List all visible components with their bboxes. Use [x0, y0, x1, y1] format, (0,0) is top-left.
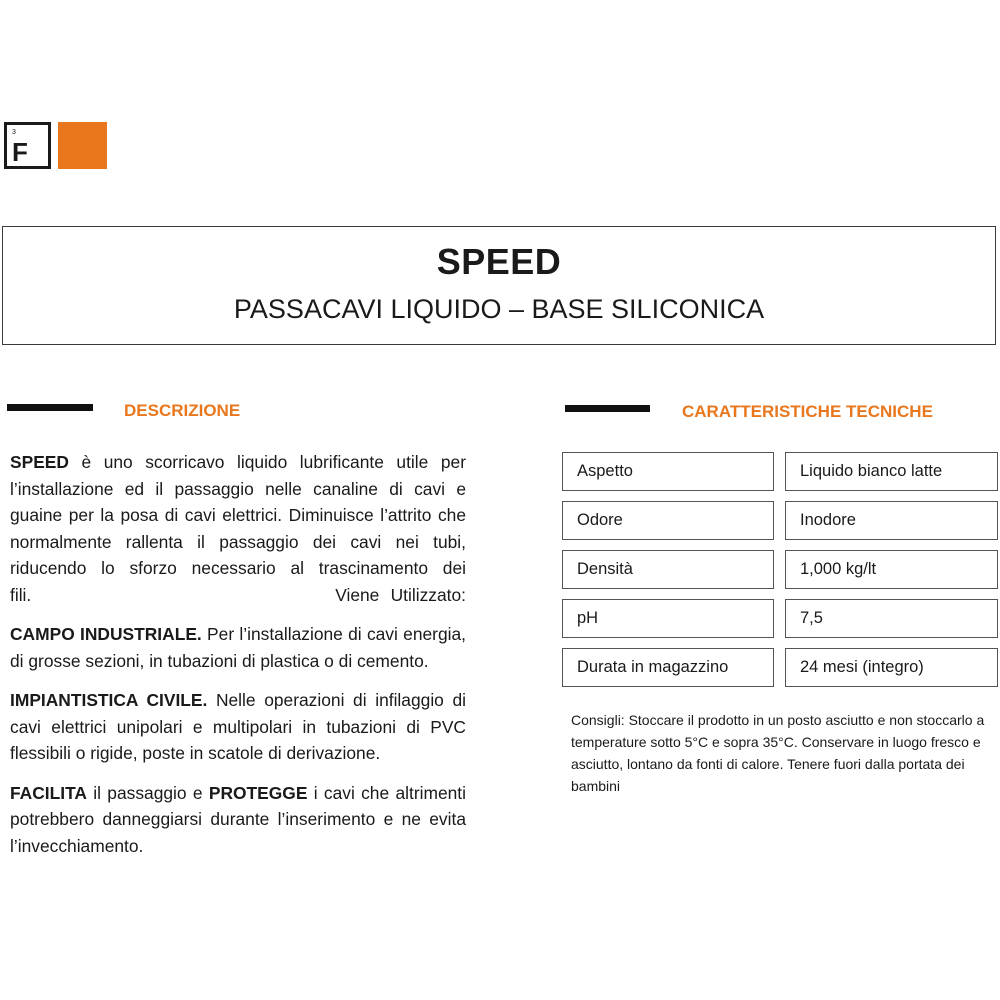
tech-table	[562, 452, 998, 697]
protegge-bold: PROTEGGE	[208, 782, 308, 803]
product-name-bold: SPEED	[10, 452, 69, 472]
logo-orange-square	[58, 122, 107, 169]
facilita-bold: FACILITA	[10, 782, 87, 803]
tech-label: Densità	[562, 550, 774, 589]
product-subtitle: PASSACAVI LIQUIDO – BASE SILICONICA	[233, 294, 765, 324]
title-box	[2, 226, 996, 345]
civil-text: Nelle operazioni di infilaggio di cavi elettrici unipolari e multipolari in tubazioni di PVC flessibili o rigide, poste in scatole di derivazione.	[10, 690, 466, 763]
tech-label: pH	[562, 599, 774, 638]
tech-row	[562, 550, 998, 589]
benefits-text-1: il passaggio e	[86, 782, 209, 803]
civil-heading: IMPIANTISTICA CIVILE.	[10, 690, 208, 710]
tech-label: Aspetto	[562, 452, 774, 491]
industrial-paragraph	[10, 621, 466, 674]
tech-heading: CARATTERISTICHE TECNICHE	[682, 402, 933, 421]
brand-logo	[4, 122, 107, 170]
tech-row	[562, 599, 998, 638]
logo-superscript: 3	[12, 129, 16, 136]
description-paragraph	[10, 449, 466, 608]
tech-value: Inodore	[785, 501, 998, 540]
tech-value: 24 mesi (integro)	[785, 648, 998, 687]
tech-label: Durata in magazzino	[562, 648, 774, 687]
tech-heading-bar	[565, 405, 650, 412]
description-body	[10, 449, 466, 859]
logo-f-mark	[4, 122, 51, 169]
tech-value: 1,000 kg/lt	[785, 550, 998, 589]
benefits-text-2: i cavi che altrimenti potrebbero danneggiarsi durante l’inserimento e ne evita l’invecchiamento.	[10, 782, 466, 856]
description-heading: DESCRIZIONE	[124, 401, 241, 420]
tech-value: Liquido bianco latte	[785, 452, 998, 491]
tech-row	[562, 501, 998, 540]
civil-paragraph	[10, 687, 466, 767]
tech-label: Odore	[562, 501, 774, 540]
description-heading-bar	[7, 404, 93, 411]
logo-letter: F	[12, 137, 28, 167]
tech-value: 7,5	[785, 599, 998, 638]
product-title: SPEED	[436, 241, 562, 282]
benefits-paragraph	[10, 780, 466, 860]
industrial-heading: CAMPO INDUSTRIALE.	[10, 624, 202, 644]
tech-row	[562, 648, 998, 687]
industrial-text: Per l’installazione di cavi energia, di grosse sezioni, in tubazioni di plastica o di cemento.	[10, 624, 466, 671]
description-text: è uno scorricavo liquido lubrificante utile per l’installazione ed il passaggio nelle canaline di cavi e guaine per la posa di cavi elettrici. Diminuisce l’attrito che normalmente rallenta il passaggio dei cavi nei tubi, riducendo lo sforzo necessario al trascinamento dei fili. Viene Utilizzato:	[10, 452, 466, 605]
tech-row	[562, 452, 998, 491]
storage-advice: Consigli: Stoccare il prodotto in un posto asciutto e non stoccarlo a temperature sotto 5°C e sopra 35°C. Conservare in luogo fresco e asciutto, lontano da fonti di calore. Tenere fuori dalla portata dei bambini	[571, 712, 985, 794]
